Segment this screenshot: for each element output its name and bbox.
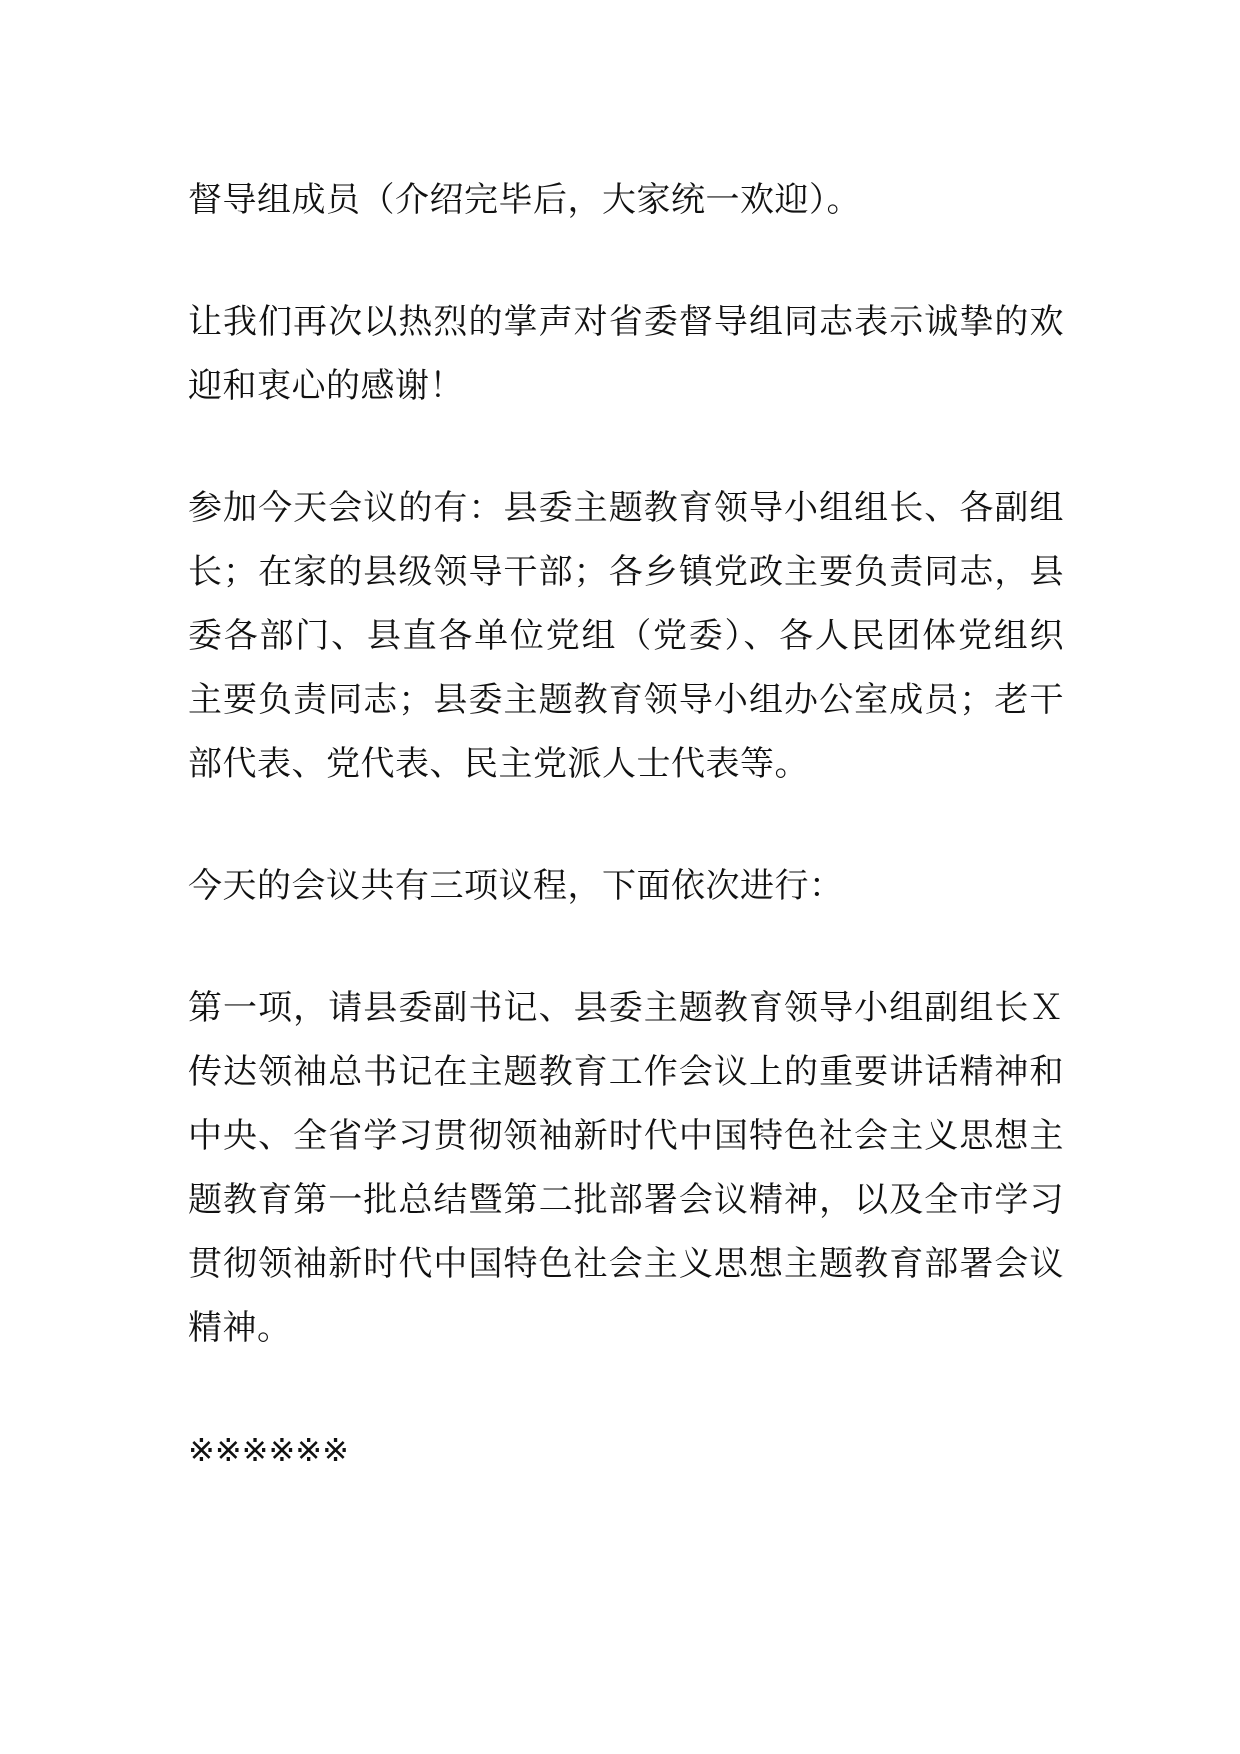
paragraph-inspection-team-members: 督导组成员（介绍完毕后，大家统一欢迎）。	[188, 180, 861, 220]
paragraph-agenda-item-one: 第一项，请县委副书记、县委主题教育领导小组副组长Ｘ传达领袖总书记在主题教育工作会议上的重要讲话精神和中央、全省学习贯彻领袖新时代中国特色社会主义思想主题教育第一批总结暨第二批部署会议精神，以及全市学习贯彻领袖新时代中国特色社会主义思想主题教育部署会议精神。	[188, 988, 1064, 1348]
section-separator: ※※※※※※	[188, 1431, 349, 1469]
paragraph-agenda-intro: 今天的会议共有三项议程，下面依次进行：	[188, 866, 844, 906]
document-body	[188, 168, 1064, 1482]
paragraph-welcome-applause: 让我们再次以热烈的掌声对省委督导组同志表示诚挚的欢迎和衷心的感谢！	[188, 302, 1064, 406]
paragraph-attendees: 参加今天会议的有：县委主题教育领导小组组长、各副组长；在家的县级领导干部；各乡镇党政主要负责同志，县委各部门、县直各单位党组（党委）、各人民团体党组织主要负责同志；县委主题教育领导小组办公室成员；老干部代表、党代表、民主党派人士代表等。	[188, 488, 1064, 784]
